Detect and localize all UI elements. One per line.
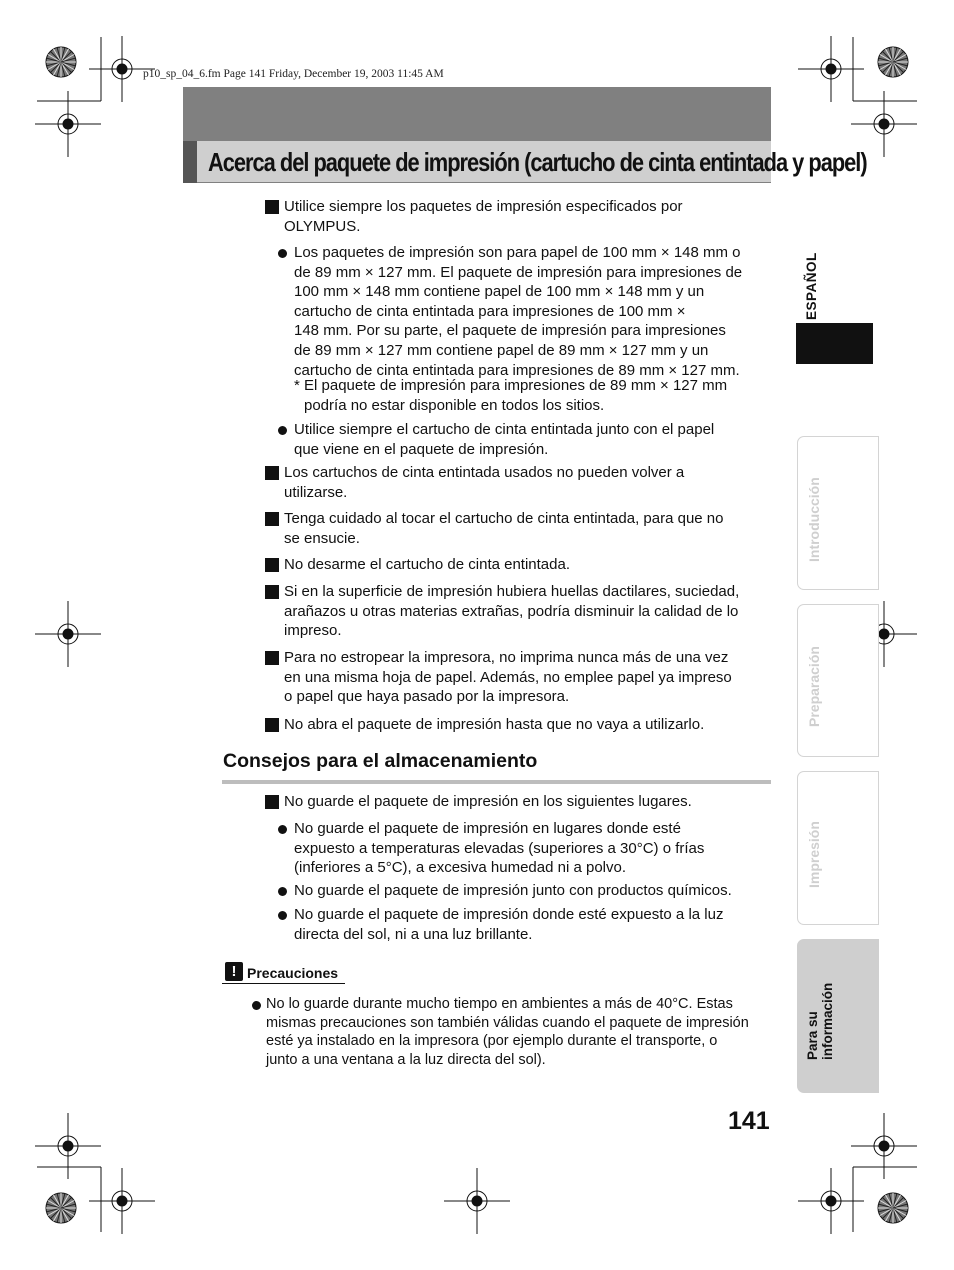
star-target-mark: [46, 47, 76, 77]
list-item: Tenga cuidado al tocar el cartucho de cinta entintada, para que no se ensucie.: [284, 510, 724, 547]
round-bullet: [278, 887, 287, 896]
page-title: Acerca del paquete de impresión (cartucho de cinta entintada y papel): [208, 147, 867, 177]
section-heading: Consejos para el almacenamiento: [223, 750, 538, 772]
crosshair-mark: [444, 1168, 510, 1234]
square-bullet: [265, 466, 279, 480]
crosshair-mark: [798, 36, 864, 102]
square-bullet: [265, 718, 279, 732]
list-item: No desarme el cartucho de cinta entintada.: [284, 556, 571, 573]
footnote: * El paquete de impresión para impresiones de 89 mm × 127 mm podría no estar disponible en todos los sitios.: [294, 377, 728, 414]
tab-introduccion[interactable]: [797, 436, 879, 590]
round-bullet: [278, 911, 287, 920]
list-item: No guarde el paquete de impresión donde esté expuesto a la luz directa del sol, ni a una luz brillante.: [294, 906, 724, 943]
list-item: Utilice siempre los paquetes de impresión especificados por OLYMPUS.: [284, 198, 683, 235]
round-bullet: [252, 1001, 261, 1010]
square-bullet: [265, 795, 279, 809]
round-bullet: [278, 825, 287, 834]
list-item: Si en la superficie de impresión hubiera huellas dactilares, suciedad, arañazos u otras materias extrañas, podría disminuir la calidad de lo impreso.: [284, 583, 740, 640]
square-bullet: [265, 200, 279, 214]
tab-label: Para su información: [805, 982, 835, 1060]
list-item: Para no estropear la impresora, no imprima nunca más de una vez en una misma hoja de papel. Además, no emplee papel ya impreso o papel que haya pasado por la impresora.: [284, 649, 732, 706]
square-bullet: [265, 651, 279, 665]
caution-icon: !: [225, 962, 243, 981]
list-item: Utilice siempre el cartucho de cinta entintada junto con el papel que viene en el paquete de impresión.: [294, 421, 715, 458]
round-bullet: [278, 249, 287, 258]
square-bullet: [265, 558, 279, 572]
tab-label: Impresión: [806, 821, 822, 888]
crosshair-mark: [35, 1113, 101, 1179]
caution-underline: [222, 983, 345, 984]
page-number: 141: [728, 1107, 770, 1135]
crosshair-mark: [851, 1113, 917, 1179]
list-item: No guarde el paquete de impresión junto con productos químicos.: [294, 882, 732, 899]
tab-label: Introducción: [806, 477, 822, 562]
star-target-mark: [878, 47, 908, 77]
crosshair-mark: [89, 1168, 155, 1234]
list-item: No guarde el paquete de impresión en los siguientes lugares.: [284, 793, 692, 810]
star-target-mark: [46, 1193, 76, 1223]
list-item: No abra el paquete de impresión hasta que no vaya a utilizarlo.: [284, 716, 705, 733]
list-item: Los paquetes de impresión son para papel de 100 mm × 148 mm o de 89 mm × 127 mm. El paquete de impresión para impresiones de 100 mm × 148 mm contiene papel de 100 mm × 148 mm y un cartucho de cinta entintada para impresiones de 100 mm × 148 mm. Por su parte, el paquete de impresión para impresiones de 89 mm × 127 mm contiene papel de 89 mm × 127 mm y un cartucho de cinta entintada para impresiones de 89 mm × 127 mm.: [294, 244, 743, 379]
tab-para-su-informacion[interactable]: [797, 939, 879, 1093]
crosshair-mark: [35, 601, 101, 667]
crosshair-mark: [798, 1168, 864, 1234]
list-item: No guarde el paquete de impresión en lugares donde esté expuesto a temperaturas elevadas (superiores a 30°C) o frías (inferiores a 5°C), a excesiva humedad ni a polvo.: [294, 820, 705, 877]
language-marker-block: [796, 323, 873, 364]
tab-label: Preparación: [806, 646, 822, 727]
tab-impresion[interactable]: [797, 771, 879, 925]
caution-text: No lo guarde durante mucho tiempo en ambientes a más de 40°C. Estas mismas precauciones son también válidas cuando el paquete de impresión esté ya instalado en la impresora (por ejemplo durante el transporte, o junto a una ventana a la luz directa del sol).: [266, 996, 749, 1068]
section-divider: [222, 780, 771, 784]
list-item: Los cartuchos de cinta entintada usados no pueden volver a utilizarse.: [284, 464, 685, 501]
language-label: ESPAÑOL: [804, 252, 819, 320]
star-target-mark: [878, 1193, 908, 1223]
square-bullet: [265, 585, 279, 599]
file-slug-line: p10_sp_04_6.fm Page 141 Friday, December 19, 2003 11:45 AM: [143, 68, 444, 80]
tab-preparacion[interactable]: [797, 604, 879, 757]
square-bullet: [265, 512, 279, 526]
round-bullet: [278, 426, 287, 435]
title-accent-strip: [183, 141, 197, 183]
caution-label: Precauciones: [247, 965, 339, 981]
